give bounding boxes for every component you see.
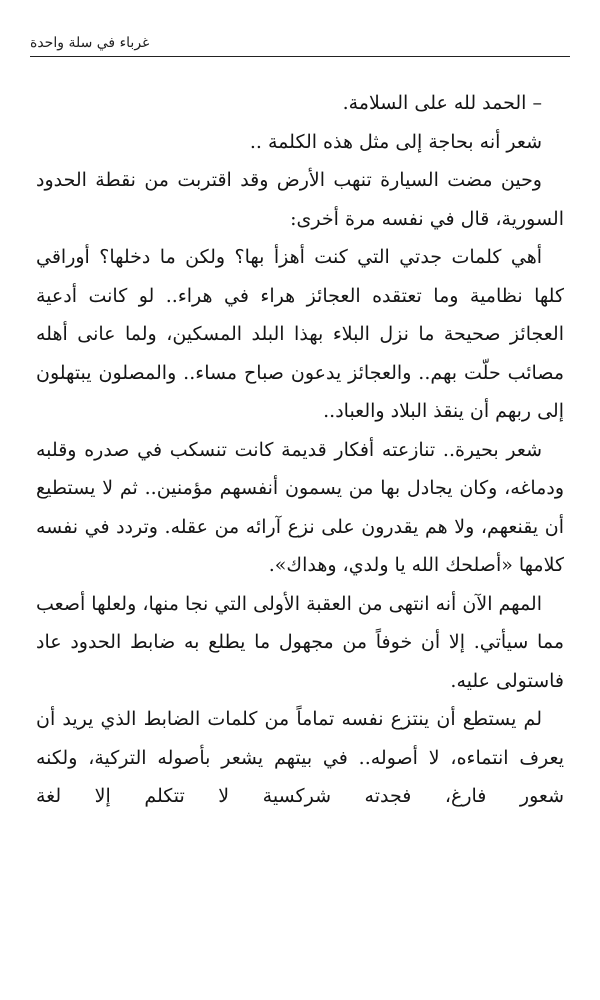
paragraph-4: أهي كلمات جدتي التي كنت أهزأ بها؟ ولكن ما دخلها؟ أوراقي كلها نظامية وما تعتقده العجائز هراء في هراء.. لو كانت أدعية العجائز صحيحة ما نزل البلاء بهذا البلد المسكين، ولما عانى أهله مصائب حلّت بهم.. والعجائز يدعون صباح مساء.. والمصلون يبتهلون إلى ربهم أن ينقذ البلاد والعباد.. <box>36 246 564 422</box>
paragraph-5: شعر بحيرة.. تنازعته أفكار قديمة كانت تنسكب في صدره وقلبه ودماغه، وكان يجادل بها من يسمون أنفسهم مؤمنين.. ثم لا يستطيع أن يقنعهم، ولا هم يقدرون على نزع آرائه من عقله. وتردد في نفسه كلامها «أصلحك الله يا ولدي، وهداك». <box>36 438 564 576</box>
paragraph-1: – الحمد لله على السلامة. <box>342 92 542 114</box>
paragraph-7: لم يستطع أن ينتزع نفسه تماماً من كلمات الضابط الذي يريد أن يعرف انتماءه، لا أصوله.. في بيتهم يشعر بأصوله التركية، ولكنه شعور فارغ، فجدته شركسية لا تتكلم إلا لغة <box>36 708 564 807</box>
page-body <box>36 84 564 984</box>
paragraph-6: المهم الآن أنه انتهى من العقبة الأولى التي نجا منها، ولعلها أصعب مما سيأتي. إلا أن خوفاً من مجهول ما يطلع به ضابط الحدود عاد فاستولى عليه. <box>36 592 564 692</box>
paragraph-2: شعر أنه بحاجة إلى مثل هذه الكلمة .. <box>249 130 542 153</box>
book-title: غرباء في سلة واحدة <box>30 35 150 51</box>
paragraph-3: وحين مضت السيارة تنهب الأرض وقد اقتربت من نقطة الحدود السورية، قال في نفسه مرة أخرى: <box>36 169 564 230</box>
running-header <box>30 34 570 57</box>
